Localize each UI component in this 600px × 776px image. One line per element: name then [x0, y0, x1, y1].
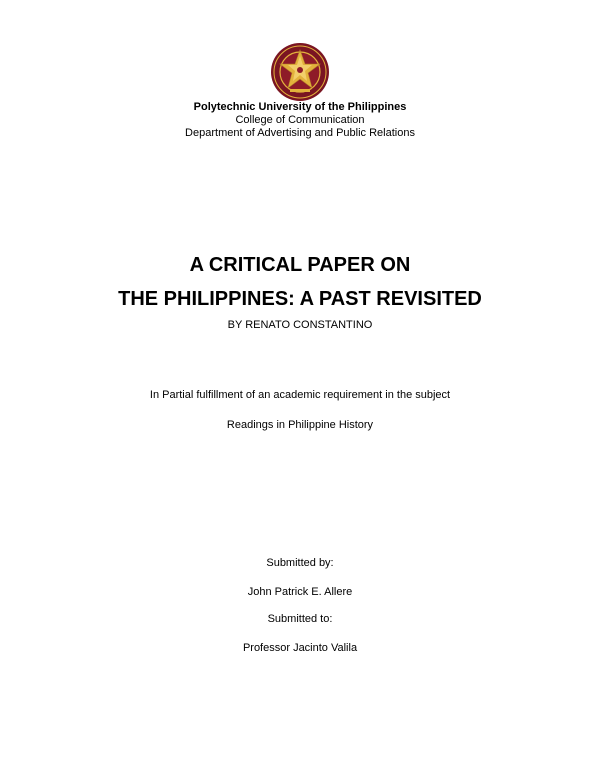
institution-name: Polytechnic University of the Philippines [193, 101, 407, 113]
submitted-by-name: John Patrick E. Allere [247, 586, 353, 598]
purpose-statement: In Partial fulfillment of an academic requirement in the subject [149, 389, 451, 401]
paper-title-line-2: THE PHILIPPINES: A PAST REVISITED [118, 288, 482, 310]
submitted-by-label: Submitted by: [266, 557, 334, 569]
paper-author: BY RENATO CONSTANTINO [227, 319, 373, 331]
paper-title-line-1: A CRITICAL PAPER ON [189, 254, 411, 276]
college-name: College of Communication [235, 114, 365, 126]
submitted-to-label: Submitted to: [267, 613, 333, 625]
university-seal-icon [270, 42, 330, 102]
department-name: Department of Advertising and Public Relations [185, 127, 415, 139]
submitted-to-name: Professor Jacinto Valila [242, 642, 358, 654]
subject-name: Readings in Philippine History [226, 419, 374, 431]
